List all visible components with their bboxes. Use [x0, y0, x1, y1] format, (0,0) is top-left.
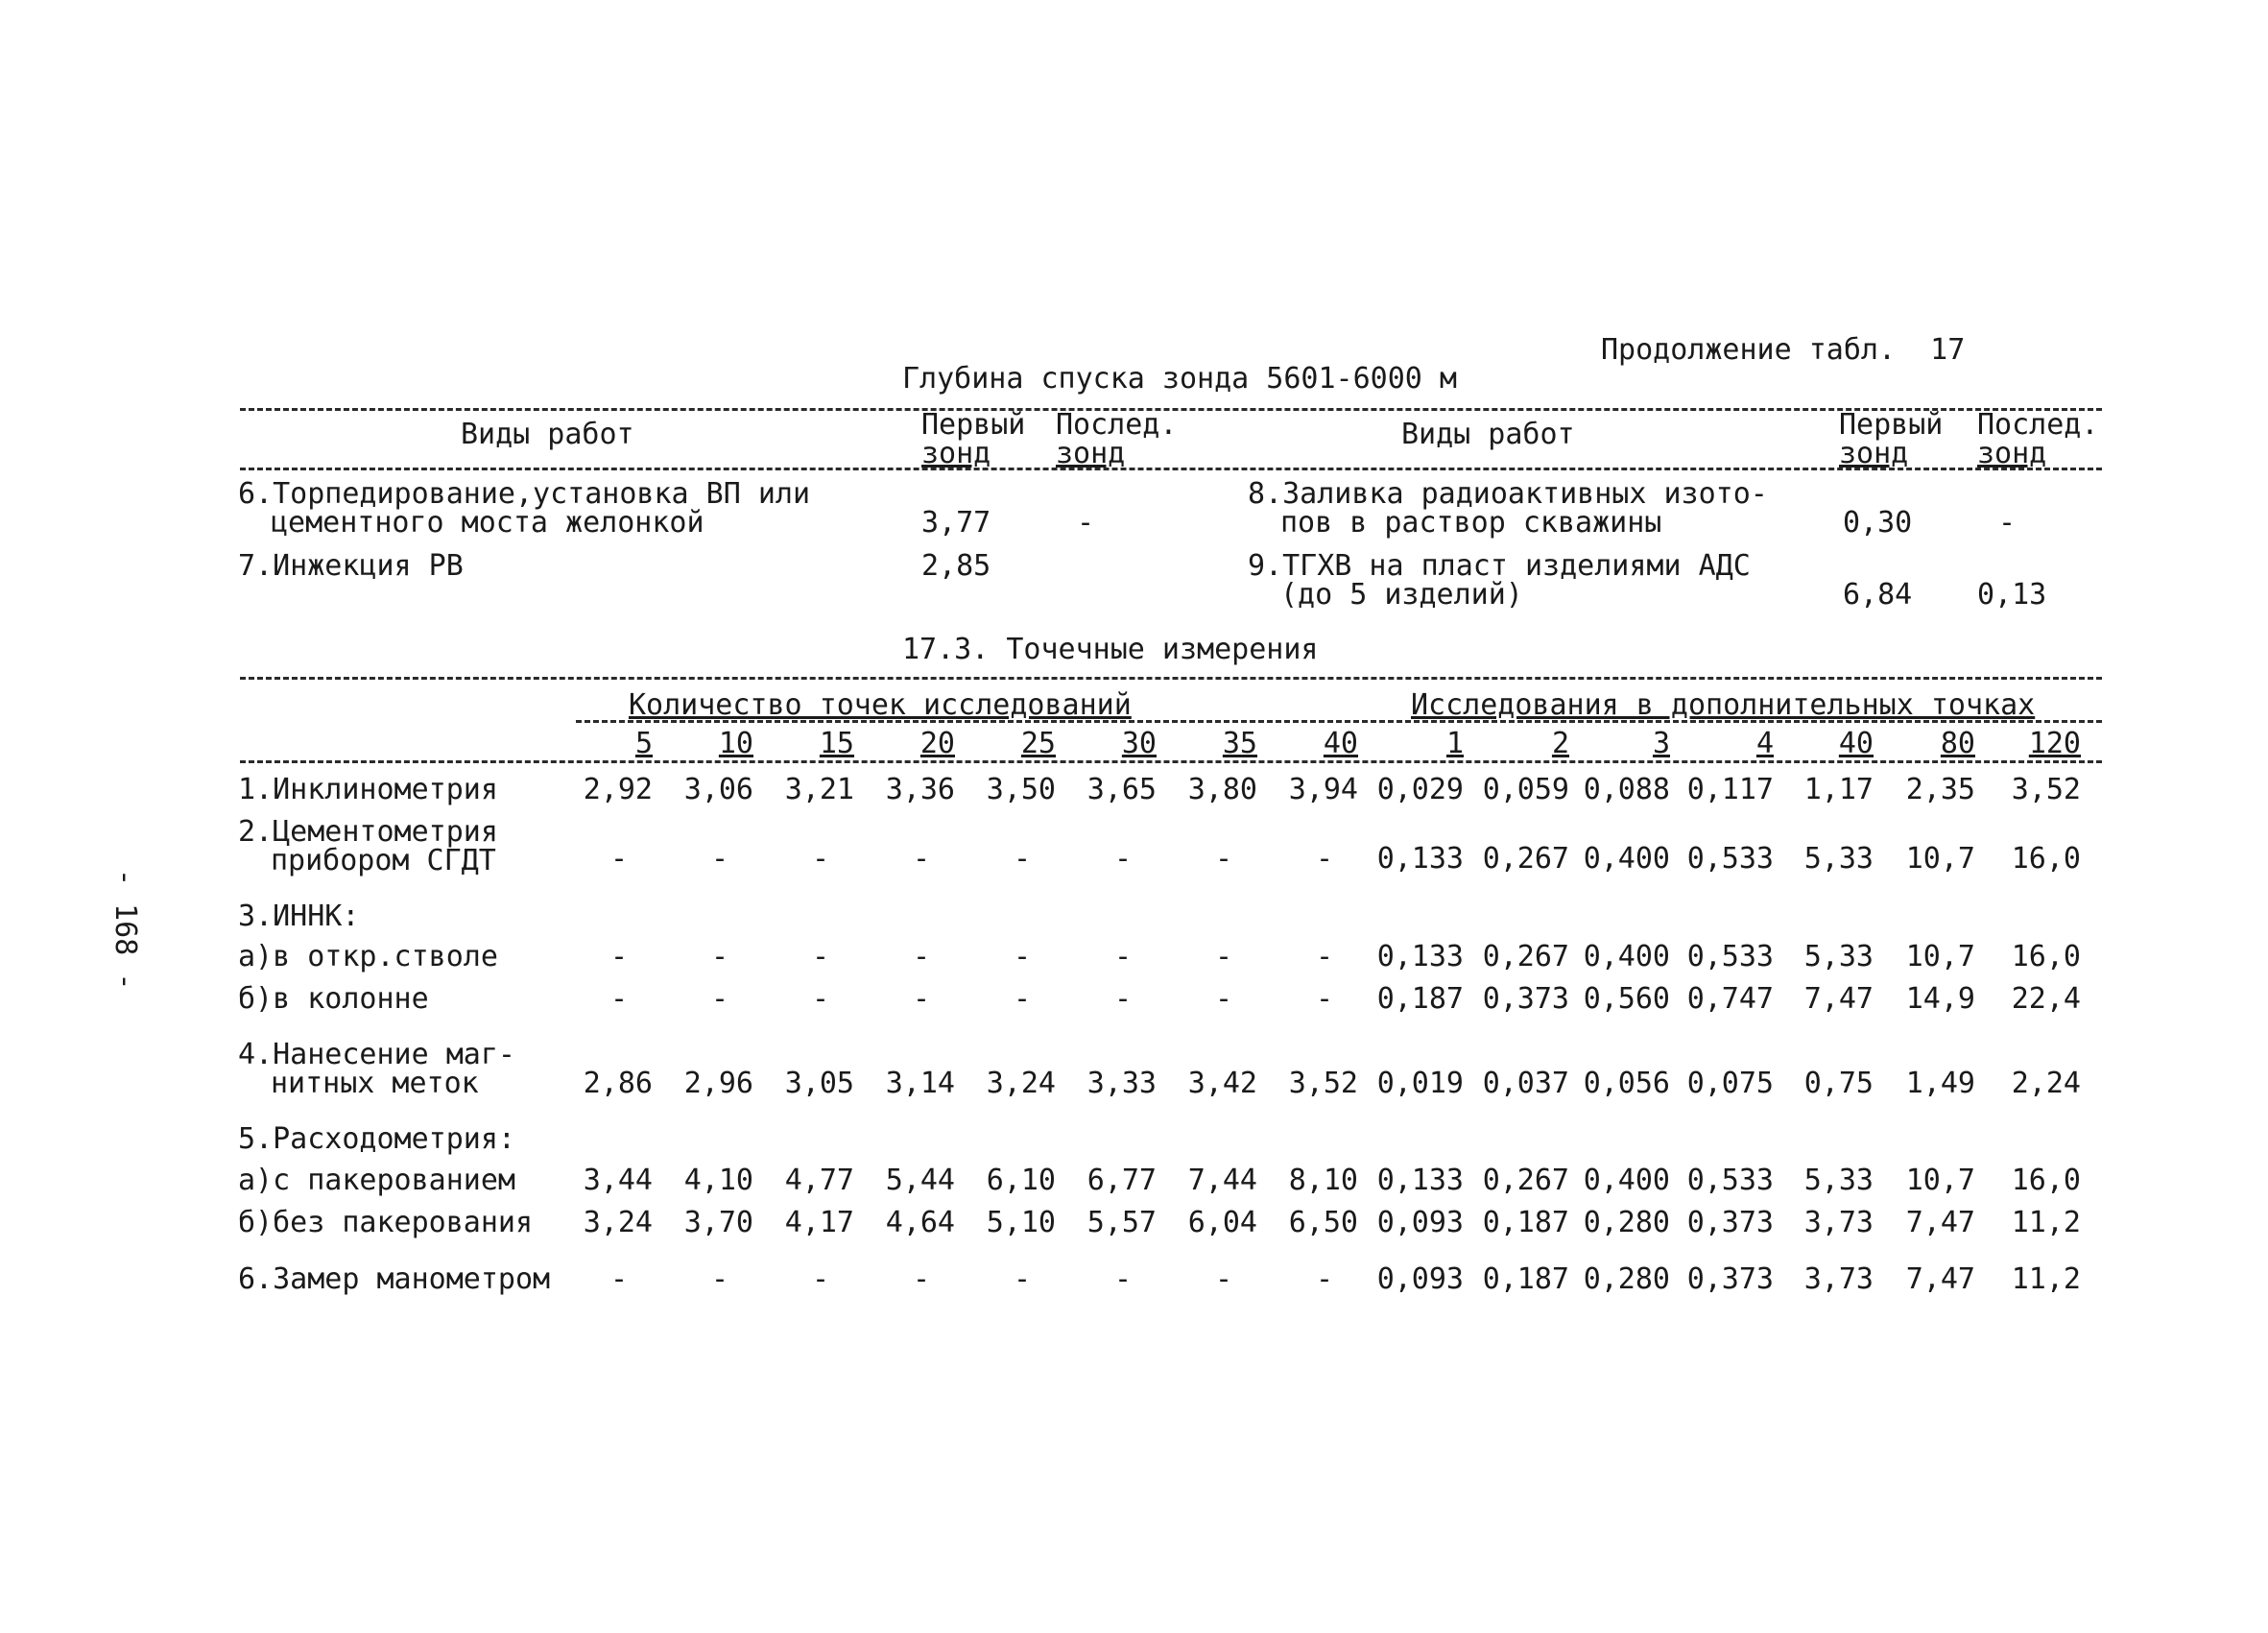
header-first-2: зонд	[921, 437, 991, 470]
table-cell: 3,52	[1288, 1067, 1358, 1100]
row-label: б)без пакерования	[238, 1206, 534, 1239]
table-cell: 0,187	[1482, 1262, 1569, 1296]
table-cell: 5,10	[986, 1206, 1056, 1239]
row-label: а)в откр.стволе	[238, 940, 498, 973]
table-cell: 16,0	[2011, 940, 2081, 973]
table-cell: -	[1214, 1262, 1233, 1296]
rule	[240, 677, 2102, 680]
depth-title: Глубина спуска зонда 5601-6000 м	[902, 362, 1457, 396]
table-cell: 0,373	[1686, 1206, 1774, 1239]
table-cell: 0,400	[1583, 940, 1670, 973]
table-cell: -	[912, 940, 931, 973]
table-cell: -	[1214, 842, 1233, 876]
table-cell: -	[1113, 940, 1133, 973]
table-cell: 0,533	[1686, 1164, 1774, 1197]
table-cell: 22,4	[2011, 982, 2081, 1016]
table-cell: 11,2	[2011, 1262, 2081, 1296]
row6-line2: цементного моста желонкой	[271, 506, 704, 540]
column-header: 1	[1445, 727, 1464, 760]
column-header: 30	[1121, 727, 1157, 760]
header-last-2: зонд	[1056, 437, 1126, 470]
table-cell: -	[912, 982, 931, 1016]
row9-line1: 9.ТГХВ на пласт изделиями АДС	[1248, 549, 1751, 583]
table-cell: 0,75	[1803, 1067, 1874, 1100]
table-cell: -	[1315, 982, 1334, 1016]
table-cell: 8,10	[1288, 1164, 1358, 1197]
table-cell: 4,17	[784, 1206, 854, 1239]
table-cell: 0,059	[1482, 773, 1569, 806]
table-cell: 3,65	[1086, 773, 1157, 806]
table-cell: 16,0	[2011, 842, 2081, 876]
table-cell: -	[1315, 940, 1334, 973]
table-cell: 3,21	[784, 773, 854, 806]
row-label-cont: нитных меток	[271, 1067, 479, 1100]
table-cell: 4,64	[885, 1206, 955, 1239]
table-cell: 0,533	[1686, 842, 1774, 876]
column-header: 3	[1652, 727, 1670, 760]
table-cell: 3,36	[885, 773, 955, 806]
table-cell: 5,44	[885, 1164, 955, 1197]
table-cell: 3,44	[583, 1164, 653, 1197]
table-cell: 0,400	[1583, 1164, 1670, 1197]
rule	[240, 468, 2102, 470]
table-cell: 0,088	[1583, 773, 1670, 806]
table-cell: 0,133	[1376, 842, 1464, 876]
table-cell: -	[609, 982, 629, 1016]
table-cell: 0,037	[1482, 1067, 1569, 1100]
header-first-r-2: зонд	[1839, 437, 1909, 470]
table-cell: 10,7	[1905, 940, 1975, 973]
table-cell: 11,2	[2011, 1206, 2081, 1239]
table-cell: 0,280	[1583, 1206, 1670, 1239]
table-cell: -	[1113, 1262, 1133, 1296]
table-cell: 3,80	[1187, 773, 1257, 806]
table-cell: 3,52	[2011, 773, 2081, 806]
table-cell: -	[1214, 940, 1233, 973]
table-cell: -	[1315, 842, 1334, 876]
table-cell: 7,47	[1803, 982, 1874, 1016]
row7-label: 7.Инжекция РВ	[238, 549, 464, 583]
table-cell: 3,73	[1803, 1262, 1874, 1296]
table-cell: 7,44	[1187, 1164, 1257, 1197]
table-cell: 16,0	[2011, 1164, 2081, 1197]
table-cell: 0,187	[1376, 982, 1464, 1016]
row9-line2: (до 5 изделий)	[1280, 578, 1523, 612]
header-first: Первый	[921, 408, 1026, 442]
header-last-r: Послед.	[1977, 408, 2099, 442]
table-cell: -	[609, 1262, 629, 1296]
row6-line1: 6.Торпедирование,установка ВП или	[238, 477, 811, 511]
table-cell: 3,06	[683, 773, 753, 806]
table-cell: 0,187	[1482, 1206, 1569, 1239]
table-cell: 0,267	[1482, 842, 1569, 876]
table-cell: 3,70	[683, 1206, 753, 1239]
row9-first: 6,84	[1843, 578, 1913, 612]
continuation-label: Продолжение табл. 17	[1601, 333, 1966, 367]
column-header: 2	[1551, 727, 1569, 760]
table-cell: -	[811, 1262, 830, 1296]
column-header: 15	[819, 727, 854, 760]
table-cell: 6,10	[986, 1164, 1056, 1197]
table-cell: -	[1113, 842, 1133, 876]
table-cell: -	[1113, 982, 1133, 1016]
table-cell: 0,373	[1482, 982, 1569, 1016]
table-cell: 0,117	[1686, 773, 1774, 806]
header-first-r: Первый	[1839, 408, 1944, 442]
table-cell: 0,029	[1376, 773, 1464, 806]
table-cell: -	[811, 940, 830, 973]
table-cell: 14,9	[1905, 982, 1975, 1016]
table-cell: -	[1214, 982, 1233, 1016]
table-cell: 0,093	[1376, 1262, 1464, 1296]
table-cell: -	[912, 1262, 931, 1296]
table-cell: 4,77	[784, 1164, 854, 1197]
table-cell: 0,093	[1376, 1206, 1464, 1239]
table-cell: -	[912, 842, 931, 876]
table-cell: -	[710, 1262, 729, 1296]
table-cell: 3,42	[1187, 1067, 1257, 1100]
column-header: 80	[1940, 727, 1975, 760]
table-cell: 2,24	[2011, 1067, 2081, 1100]
table-cell: 3,14	[885, 1067, 955, 1100]
table-cell: 3,94	[1288, 773, 1358, 806]
group2-header: Исследования в дополнительных точках	[1411, 688, 2036, 722]
table-cell: 7,47	[1905, 1206, 1975, 1239]
table-cell: 6,77	[1086, 1164, 1157, 1197]
table-cell: 3,50	[986, 773, 1056, 806]
row-label: 2.Цементометрия	[238, 815, 498, 849]
table-cell: -	[609, 842, 629, 876]
table-cell: -	[710, 940, 729, 973]
row-label: а)с пакерованием	[238, 1164, 515, 1197]
row8-line1: 8.Заливка радиоактивных изото-	[1248, 477, 1768, 511]
table-cell: 0,075	[1686, 1067, 1774, 1100]
table-cell: -	[811, 842, 830, 876]
table-cell: 0,747	[1686, 982, 1774, 1016]
row-label: 6.Замер манометром	[238, 1262, 551, 1296]
column-header: 25	[1020, 727, 1056, 760]
table-cell: -	[811, 982, 830, 1016]
table-cell: 0,267	[1482, 940, 1569, 973]
table-cell: 5,33	[1803, 1164, 1874, 1197]
table-cell: -	[609, 940, 629, 973]
row-label: 4.Нанесение маг-	[238, 1038, 515, 1071]
table-cell: 4,10	[683, 1164, 753, 1197]
table-cell: -	[710, 842, 729, 876]
table-cell: 3,24	[986, 1067, 1056, 1100]
header-left: Виды работ	[461, 418, 634, 451]
row6-first: 3,77	[921, 506, 991, 540]
table-cell: 0,373	[1686, 1262, 1774, 1296]
table-cell: 3,24	[583, 1206, 653, 1239]
table-cell: 0,533	[1686, 940, 1774, 973]
row-label: б)в колонне	[238, 982, 429, 1016]
column-header: 4	[1755, 727, 1774, 760]
table-cell: 2,96	[683, 1067, 753, 1100]
column-header: 40	[1838, 727, 1874, 760]
row-label: 1.Инклинометрия	[238, 773, 498, 806]
row-label: 3.ИННК:	[238, 900, 360, 933]
page-number: - 168 -	[108, 869, 142, 991]
table-cell: -	[1013, 982, 1032, 1016]
row-label-cont: прибором СГДТ	[271, 844, 496, 877]
table-cell: 10,7	[1905, 842, 1975, 876]
section-title: 17.3. Точечные измерения	[902, 633, 1319, 666]
table-cell: 5,57	[1086, 1206, 1157, 1239]
table-cell: 0,280	[1583, 1262, 1670, 1296]
table-cell: 1,17	[1803, 773, 1874, 806]
column-header: 40	[1323, 727, 1358, 760]
row7-first: 2,85	[921, 549, 991, 583]
table-cell: 6,50	[1288, 1206, 1358, 1239]
group1-header: Количество точек исследований	[629, 688, 1132, 722]
table-cell: 3,05	[784, 1067, 854, 1100]
row9-last: 0,13	[1977, 578, 2047, 612]
table-cell: 7,47	[1905, 1262, 1975, 1296]
table-cell: -	[1013, 1262, 1032, 1296]
row-label: 5.Расходометрия:	[238, 1122, 515, 1156]
table-cell: 2,35	[1905, 773, 1975, 806]
row8-last: -	[1998, 506, 2017, 540]
table-cell: 5,33	[1803, 940, 1874, 973]
rule	[240, 760, 2102, 763]
header-right: Виды работ	[1401, 418, 1575, 451]
header-last: Послед.	[1056, 408, 1178, 442]
column-header: 10	[718, 727, 753, 760]
table-cell: 3,73	[1803, 1206, 1874, 1239]
table-cell: 1,49	[1905, 1067, 1975, 1100]
header-last-r-2: зонд	[1977, 437, 2047, 470]
table-cell: 0,267	[1482, 1164, 1569, 1197]
row8-line2: пов в раствор скважины	[1280, 506, 1662, 540]
table-cell: -	[1013, 940, 1032, 973]
table-cell: 0,133	[1376, 940, 1464, 973]
table-cell: 0,560	[1583, 982, 1670, 1016]
table-cell: 5,33	[1803, 842, 1874, 876]
column-header: 120	[2028, 727, 2081, 760]
table-cell: 2,86	[583, 1067, 653, 1100]
column-header: 20	[919, 727, 955, 760]
table-cell: 0,056	[1583, 1067, 1670, 1100]
rule	[576, 720, 2102, 723]
table-cell: 0,400	[1583, 842, 1670, 876]
table-cell: 0,133	[1376, 1164, 1464, 1197]
table-cell: 6,04	[1187, 1206, 1257, 1239]
column-header: 5	[634, 727, 653, 760]
row6-last: -	[1077, 506, 1095, 540]
table-cell: 0,019	[1376, 1067, 1464, 1100]
table-cell: 2,92	[583, 773, 653, 806]
table-cell: 10,7	[1905, 1164, 1975, 1197]
table-cell: 3,33	[1086, 1067, 1157, 1100]
table-cell: -	[710, 982, 729, 1016]
column-header: 35	[1222, 727, 1257, 760]
row8-first: 0,30	[1843, 506, 1913, 540]
table-cell: -	[1315, 1262, 1334, 1296]
table-cell: -	[1013, 842, 1032, 876]
